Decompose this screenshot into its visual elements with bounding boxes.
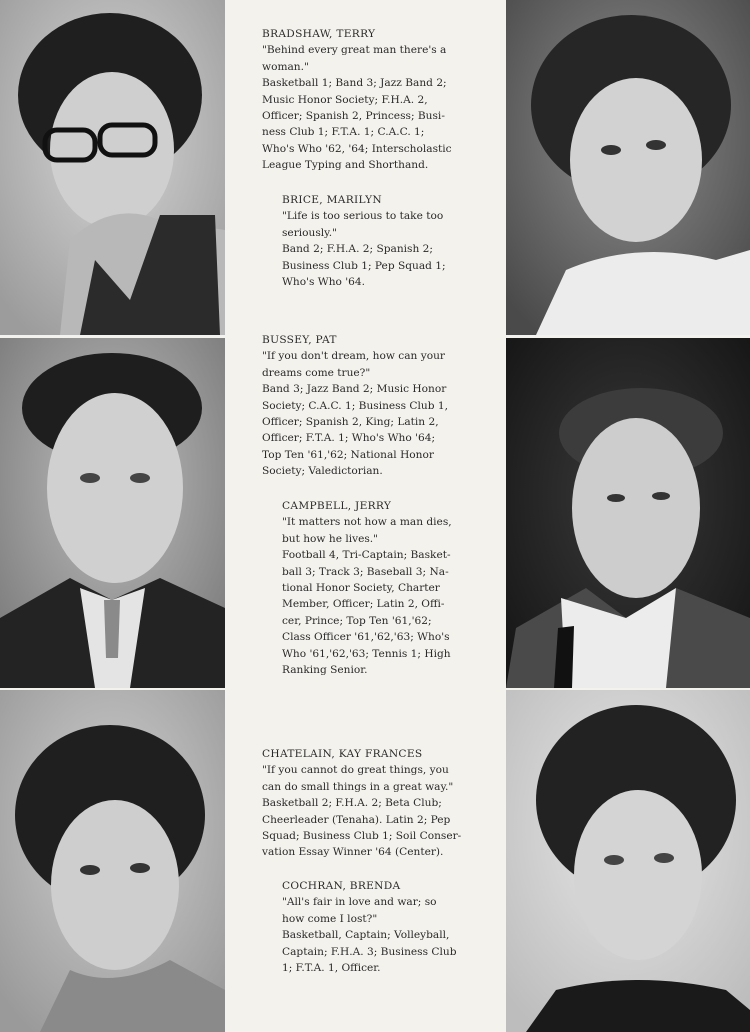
entry-line: Class Officer '61,'62,'63; Who's xyxy=(282,631,450,644)
student-entry-bussey xyxy=(262,332,492,480)
portrait-photo-cochran xyxy=(506,690,750,1032)
portrait-photo-bradshaw xyxy=(0,0,225,335)
student-entry-chatelain xyxy=(262,746,492,861)
entry-line: "If you cannot do great things, you xyxy=(262,764,449,777)
entry-line: "It matters not how a man dies, xyxy=(282,516,452,529)
entry-line: League Typing and Shorthand. xyxy=(262,159,429,172)
entry-line: Band 2; F.H.A. 2; Spanish 2; xyxy=(282,243,433,256)
entry-line: Business Club 1; Pep Squad 1; xyxy=(282,259,446,272)
entry-line: ness Club 1; F.T.A. 1; C.A.C. 1; xyxy=(262,126,425,139)
entry-line: but how he lives." xyxy=(282,532,379,545)
entry-line: Who '61,'62,'63; Tennis 1; High xyxy=(282,647,451,660)
entry-line: 1; F.T.A. 1, Officer. xyxy=(282,962,381,975)
entry-line: Squad; Business Club 1; Soil Conser- xyxy=(262,830,462,843)
entry-line: can do small things in a great way." xyxy=(262,780,454,793)
student-name: BRADSHAW, TERRY xyxy=(262,28,376,40)
portrait-photo-bussey xyxy=(0,338,225,688)
entry-line: dreams come true?" xyxy=(262,366,371,379)
entry-line: Society; C.A.C. 1; Business Club 1, xyxy=(262,399,448,412)
portrait-photo-chatelain xyxy=(0,690,225,1032)
entry-line: vation Essay Winner '64 (Center). xyxy=(262,846,444,859)
student-name: BUSSEY, PAT xyxy=(262,334,337,346)
entry-line: Who's Who '64. xyxy=(282,276,366,289)
entry-line: ball 3; Track 3; Baseball 3; Na- xyxy=(282,565,449,578)
student-name: CHATELAIN, KAY FRANCES xyxy=(262,748,423,760)
entry-line: Basketball 2; F.H.A. 2; Beta Club; xyxy=(262,797,442,810)
entry-line: Music Honor Society; F.H.A. 2, xyxy=(262,93,428,106)
entry-line: Society; Valedictorian. xyxy=(262,465,383,478)
entry-line: "If you don't dream, how can your xyxy=(262,350,445,363)
entry-line: Football 4, Tri-Captain; Basket- xyxy=(282,549,451,562)
entry-line: Who's Who '62, '64; Interscholastic xyxy=(262,142,452,155)
student-name: BRICE, MARILYN xyxy=(282,194,382,206)
entry-line: Member, Officer; Latin 2, Offi- xyxy=(282,598,445,611)
entry-line: Basketball, Captain; Volleyball, xyxy=(282,929,450,942)
student-entry-cochran xyxy=(282,878,492,976)
entry-line: "All's fair in love and war; so xyxy=(282,896,437,909)
portrait-photo-brice xyxy=(506,0,750,335)
entry-line: Officer; Spanish 2, King; Latin 2, xyxy=(262,416,439,429)
entry-line: Ranking Senior. xyxy=(282,664,368,677)
entry-line: "Life is too serious to take too xyxy=(282,210,444,223)
entry-line: Band 3; Jazz Band 2; Music Honor xyxy=(262,383,447,396)
entry-line: cer, Prince; Top Ten '61,'62; xyxy=(282,614,432,627)
entry-line: Basketball 1; Band 3; Jazz Band 2; xyxy=(262,77,447,90)
entry-line: Officer; Spanish 2, Princess; Busi- xyxy=(262,110,445,123)
entry-line: how come I lost?" xyxy=(282,912,378,925)
student-name: COCHRAN, BRENDA xyxy=(282,880,401,892)
entry-line: Captain; F.H.A. 3; Business Club xyxy=(282,945,457,958)
entry-line: tional Honor Society, Charter xyxy=(282,582,440,595)
entry-line: woman." xyxy=(262,60,309,73)
student-entry-campbell xyxy=(282,498,492,678)
entry-line: Top Ten '61,'62; National Honor xyxy=(262,448,434,461)
student-name: CAMPBELL, JERRY xyxy=(282,500,392,512)
student-entry-brice xyxy=(282,192,492,290)
entry-line: Cheerleader (Tenaha). Latin 2; Pep xyxy=(262,813,451,826)
student-entry-bradshaw xyxy=(262,26,492,174)
entry-line: "Behind every great man there's a xyxy=(262,44,447,57)
portrait-photo-campbell xyxy=(506,338,750,688)
entry-line: Officer; F.T.A. 1; Who's Who '64; xyxy=(262,432,436,445)
entry-line: seriously." xyxy=(282,226,338,239)
